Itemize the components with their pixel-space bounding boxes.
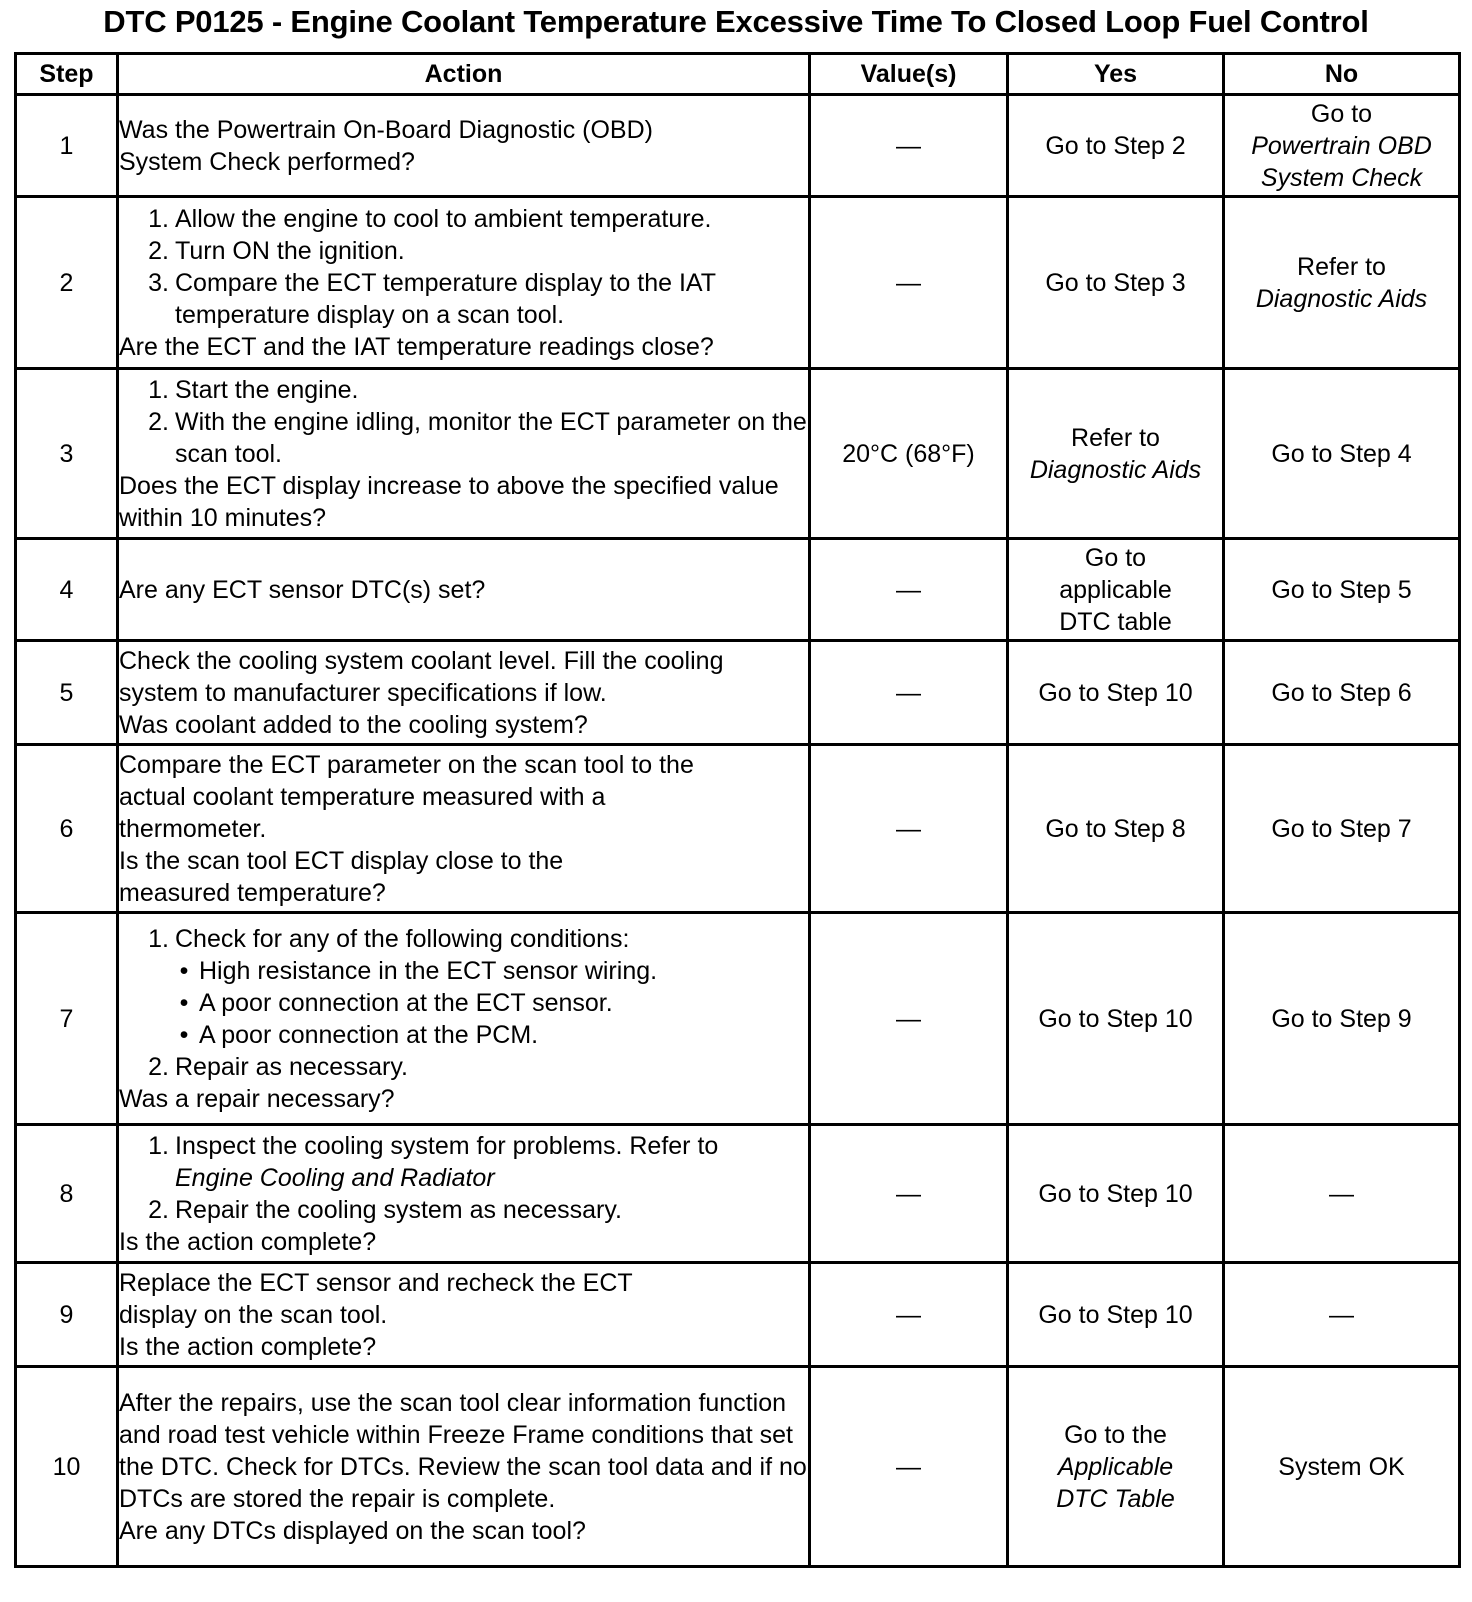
list-item: 2. Turn ON the ignition.	[148, 236, 405, 265]
yes-cell	[1008, 1367, 1224, 1567]
no-cell: —	[1224, 1125, 1460, 1263]
action-question: Are any DTCs displayed on the scan tool?	[119, 1516, 586, 1545]
yes-text: DTC table	[1059, 607, 1172, 636]
step-number: 4	[16, 539, 118, 641]
page-title: DTC P0125 - Engine Coolant Temperature Excessive Time To Closed Loop Fuel Control	[103, 4, 1369, 39]
table-row	[16, 745, 1460, 913]
no-text: Refer to	[1297, 252, 1386, 281]
list-item: 2. With the engine idling, monitor the ECT parameter on the scan tool.	[148, 407, 807, 468]
step-number: 6	[16, 745, 118, 913]
no-cell: System OK	[1224, 1367, 1460, 1567]
list-item: 1. Inspect the cooling system for problems. Refer to Engine Cooling and Radiator	[148, 1131, 719, 1192]
table-row	[16, 913, 1460, 1125]
no-reference: System Check	[1260, 163, 1423, 192]
no-text: Go to	[1310, 99, 1373, 128]
action-question: System Check performed?	[119, 147, 415, 176]
yes-reference: Applicable	[1057, 1452, 1174, 1481]
bullet-item: • A poor connection at the ECT sensor.	[179, 988, 613, 1017]
step-number: 7	[16, 913, 118, 1125]
action-question: Was coolant added to the cooling system?	[119, 710, 588, 739]
table-row	[16, 539, 1460, 641]
action-cell	[118, 369, 810, 539]
bullet-item: • High resistance in the ECT sensor wiring.	[179, 956, 658, 985]
action-text: After the repairs, use the scan tool clear information function and road test vehicle within Freeze Frame conditions that set the DTC. Check for DTCs. Review the scan tool data and if no DTCs are stored the repair is complete.	[119, 1388, 807, 1513]
action-question: Is the action complete?	[119, 1227, 377, 1256]
header-step: Step	[16, 54, 118, 95]
action-cell	[118, 95, 810, 197]
table-row	[16, 369, 1460, 539]
action-question: Are the ECT and the IAT temperature readings close?	[119, 332, 714, 361]
table-row	[16, 641, 1460, 745]
yes-cell: Go to Step 3	[1008, 197, 1224, 369]
value-cell: —	[810, 1367, 1008, 1567]
yes-cell	[1008, 539, 1224, 641]
value-cell: —	[810, 1263, 1008, 1367]
no-cell: Go to Step 7	[1224, 745, 1460, 913]
step-number: 2	[16, 197, 118, 369]
header-no: No	[1224, 54, 1460, 95]
step-number: 8	[16, 1125, 118, 1263]
diagnostic-table	[14, 52, 1461, 1568]
step-number: 5	[16, 641, 118, 745]
no-cell	[1224, 197, 1460, 369]
step-number: 10	[16, 1367, 118, 1567]
header-yes: Yes	[1008, 54, 1224, 95]
no-cell: —	[1224, 1263, 1460, 1367]
no-cell: Go to Step 5	[1224, 539, 1460, 641]
no-reference: Diagnostic Aids	[1255, 284, 1428, 313]
yes-cell	[1008, 369, 1224, 539]
action-cell	[118, 913, 810, 1125]
yes-cell: Go to Step 10	[1008, 913, 1224, 1125]
list-item: 3. Compare the ECT temperature display to the IAT temperature display on a scan tool.	[148, 268, 716, 329]
no-cell: Go to Step 4	[1224, 369, 1460, 539]
table-row	[16, 95, 1460, 197]
table-row	[16, 1125, 1460, 1263]
header-action: Action	[118, 54, 810, 95]
value-cell: —	[810, 95, 1008, 197]
yes-cell: Go to Step 10	[1008, 1125, 1224, 1263]
yes-text: Go to	[1084, 543, 1147, 572]
table-row	[16, 1263, 1460, 1367]
action-cell	[118, 1263, 810, 1367]
no-cell: Go to Step 6	[1224, 641, 1460, 745]
action-cell	[118, 197, 810, 369]
yes-text: Refer to	[1071, 423, 1160, 452]
action-question: Does the ECT display increase to above the specified value within 10 minutes?	[119, 471, 779, 532]
action-question: Is the scan tool ECT display close to the measured temperature?	[119, 846, 564, 907]
action-cell	[118, 641, 810, 745]
yes-cell: Go to Step 2	[1008, 95, 1224, 197]
list-item: 1. Check for any of the following conditions:	[148, 924, 630, 953]
yes-text: applicable	[1059, 575, 1172, 604]
value-cell: —	[810, 641, 1008, 745]
action-question: Are any ECT sensor DTC(s) set?	[119, 575, 486, 604]
value-cell: 20°C (68°F)	[810, 369, 1008, 539]
action-cell	[118, 745, 810, 913]
action-text: Check the cooling system coolant level. Fill the cooling system to manufacturer specifications if low.	[119, 646, 724, 707]
yes-cell: Go to Step 10	[1008, 1263, 1224, 1367]
reference-link: Engine Cooling and Radiator	[175, 1163, 495, 1192]
header-values: Value(s)	[810, 54, 1008, 95]
no-reference: Powertrain OBD	[1251, 131, 1432, 160]
list-item: 2. Repair the cooling system as necessary.	[148, 1195, 622, 1224]
action-question: Was a repair necessary?	[119, 1084, 395, 1113]
list-item: 1. Start the engine.	[148, 375, 359, 404]
value-cell: —	[810, 745, 1008, 913]
action-text: Was the Powertrain On-Board Diagnostic (OBD)	[119, 115, 653, 144]
no-cell	[1224, 95, 1460, 197]
table-header-row	[16, 54, 1460, 95]
action-cell	[118, 1367, 810, 1567]
value-cell: —	[810, 197, 1008, 369]
list-item: 2. Repair as necessary.	[148, 1052, 408, 1081]
action-text: Replace the ECT sensor and recheck the ECT display on the scan tool.	[119, 1268, 633, 1329]
list-item: 1. Allow the engine to cool to ambient temperature.	[148, 204, 712, 233]
action-cell	[118, 539, 810, 641]
table-row	[16, 1367, 1460, 1567]
action-cell	[118, 1125, 810, 1263]
yes-reference: DTC Table	[1056, 1484, 1175, 1513]
step-number: 1	[16, 95, 118, 197]
value-cell: —	[810, 539, 1008, 641]
step-number: 3	[16, 369, 118, 539]
yes-reference: Diagnostic Aids	[1029, 455, 1202, 484]
yes-text: Go to the	[1064, 1420, 1167, 1449]
action-text: Compare the ECT parameter on the scan tool to the actual coolant temperature measured with a thermometer.	[119, 750, 694, 843]
value-cell: —	[810, 913, 1008, 1125]
action-question: Is the action complete?	[119, 1332, 377, 1361]
value-cell: —	[810, 1125, 1008, 1263]
step-number: 9	[16, 1263, 118, 1367]
no-cell: Go to Step 9	[1224, 913, 1460, 1125]
yes-cell: Go to Step 10	[1008, 641, 1224, 745]
bullet-item: • A poor connection at the PCM.	[179, 1020, 539, 1049]
table-row	[16, 197, 1460, 369]
yes-cell: Go to Step 8	[1008, 745, 1224, 913]
